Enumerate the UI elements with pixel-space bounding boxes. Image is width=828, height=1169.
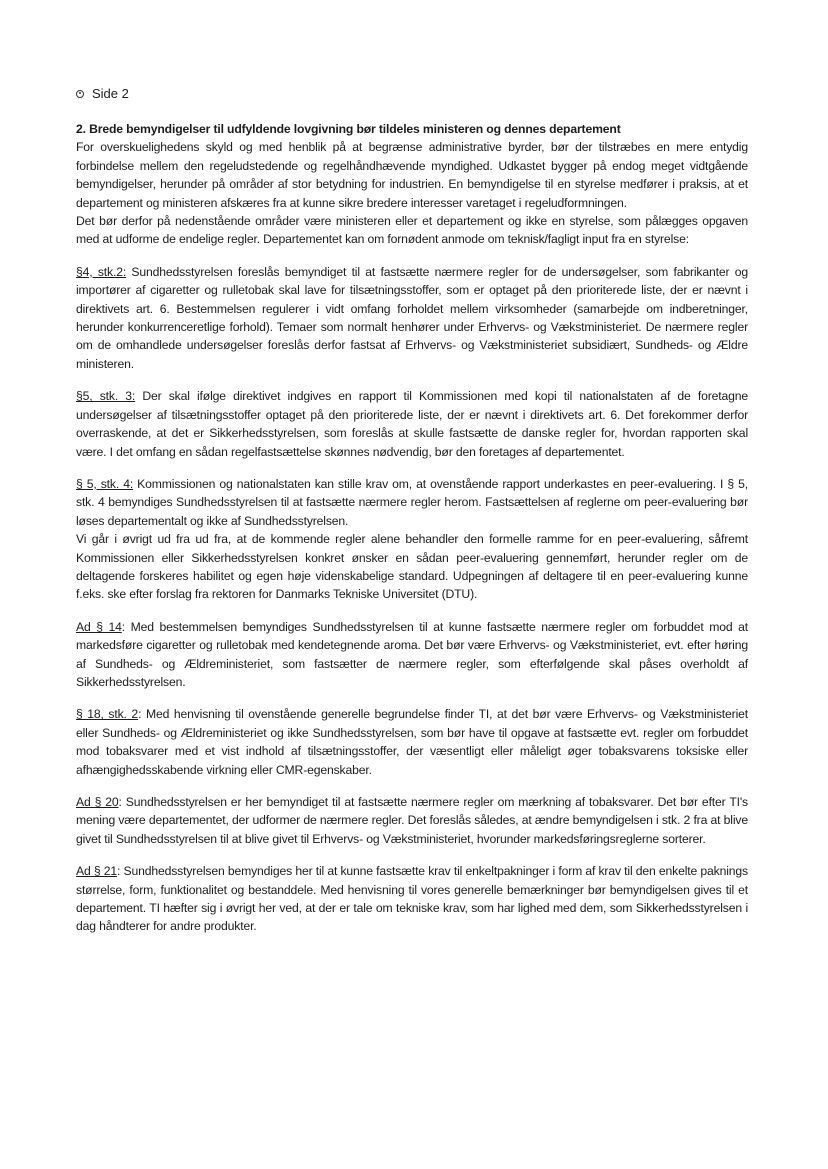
provision-paragraph: Vi går i øvrigt ud fra ud fra, at de kommende regler alene behandler den formelle ramme for en peer-evaluering, såfremt Kommissionen eller Sikkerhedsstyrelsen konkret ønsker en sådan peer-evaluering gennemført, herunder regler om de deltagende forskeres habilitet og egen høje videnskabelige standard. Udpegningen af deltagere til en peer-evaluering kunne f.eks. ske efter forslag fra rektoren for Danmarks Tekniske Universitet (DTU).	[76, 532, 748, 602]
provision-reference: Ad § 14	[76, 619, 122, 634]
provision-reference: § 18, stk. 2	[76, 707, 139, 722]
provision-reference: § 5, stk. 4:	[76, 476, 134, 491]
provision-text: : Med bestemmelsen bemyndiges Sundhedsstyrelsen til at kunne fastsætte nærmere regler om forbuddet mod at markedsføre cigaretter og rulletobak med kendetegnende aroma. Det bør være Erhvervs- og Vækstministeriet, evt. efter høring af Sundheds- og Ældreministeriet, som fastsætter de nærmere regler, som efterfølgende skal påses overholdt af Sikkerhedsstyrelsen.	[76, 619, 748, 689]
intro-paragraph: For overskuelighedens skyld og med henblik på at begrænse administrative byrder, bør der tilstræbes en mere entydig forbindelse mellem den regeludstedende og regelhåndhævende myndighed. Udkastet bygger på endog meget vidtgående bemyndigelser, herunder på områder af stor betydning for industrien. En bemyndigelse til en styrelse medfører i praksis, at et departement og ministeren afskæres fra at kunne sikre bredere interesser varetaget i regeludformningen.	[76, 140, 748, 210]
section-heading: 2. Brede bemyndigelser til udfyldende lovgivning bør tildeles ministeren og dennes departement	[76, 122, 621, 136]
bullet-icon	[76, 90, 84, 98]
provision-paragraph	[76, 618, 748, 692]
page-marker-label: Side 2	[92, 86, 129, 101]
intro-paragraph: Det bør derfor på nedenstående områder være ministeren eller et departement og ikke en styrelse, som pålægges opgaven med at udforme de endelige regler. Departementet kan om fornødent anmode om teknisk/fagligt input fra en styrelse:	[76, 214, 748, 247]
provision-text: Sundhedsstyrelsen foreslås bemyndiget til at fastsætte nærmere regler for de undersøgelser, som fabrikanter og importører af cigaretter og rulletobak skal lave for tilsætningsstoffer, som er optaget på den prioriterede liste, der er nævnt i direktivets art. 6. Bestemmelsen regulerer i vidt omfang forholdet mellem virksomheder (samarbejde om indberetninger, herunder konkurrenceretlige forhold). Temaer som normalt henhører under Erhvervs- og Vækstministeriet. De nærmere regler om de omhandlede undersøgelser foreslås derfor fastsat af Erhvervs- og Vækstministeriet subsidiært, Sundheds- og Ældre ministeren.	[76, 264, 748, 371]
provision-paragraph	[76, 862, 748, 936]
provision-paragraph	[76, 475, 748, 530]
provision-text: : Sundhedsstyrelsen er her bemyndiget til at fastsætte nærmere regler om mærkning af tobaksvarer. Det bør efter TI's mening være departementet, der udformer de nærmere regler. Det foreslås således, at ændre bemyndigelsen i stk. 2 fra at blive givet til Sundhedsstyrelsen til at blive givet til Erhvervs- og Vækstministeriet, hvorunder markedsføringsreglerne sorterer.	[76, 795, 748, 846]
provision-paragraph	[76, 263, 748, 373]
provision-reference: Ad § 20	[76, 795, 119, 809]
provision-text: : Sundhedsstyrelsen bemyndiges her til at kunne fastsætte krav til enkeltpakninger i form af krav til den enkelte paknings størrelse, form, funktionalitet og bestanddele. Med henvisning til vores generelle bemærkninger bør bemyndigelsen gives til et departement. TI hæfter sig i øvrigt her ved, at der er tale om tekniske krav, som har lighed med dem, som Sikkerhedsstyrelsen i dag håndterer for andre produkter.	[76, 864, 748, 934]
provision-paragraph	[76, 387, 748, 461]
provision-paragraph	[76, 793, 748, 848]
page-marker	[76, 86, 129, 101]
document-body	[76, 120, 748, 936]
provision-paragraph	[76, 705, 748, 779]
provision-text: Der skal ifølge direktivet indgives en rapport til Kommissionen med kopi til nationalstaten af de foretagne undersøgelser af tilsætningsstoffer optaget på den prioriterede liste, der er nævnt i direktivets art. 6. Det forekommer derfor overraskende, at det er Sikkerhedsstyrelsen, som foreslås at skulle fastsætte de danske regler for, hvordan rapporten skal være. I det omfang en sådan regelfastsættelse skønnes nødvendig, bør den foretages af departementet.	[76, 389, 748, 459]
provision-reference: §5, stk. 3:	[76, 389, 136, 404]
provision-reference: §4, stk.2:	[76, 264, 127, 279]
provision-reference: Ad § 21	[76, 864, 117, 879]
provision-text: Kommissionen og nationalstaten kan stille krav om, at ovenstående rapport underkastes en peer-evaluering. I § 5, stk. 4 bemyndiges Sundhedsstyrelsen til at fastsætte nærmere regler herom. Fastsættelsen af reglerne om peer-evaluering bør løses departementalt og ikke af Sundhedsstyrelsen.	[76, 476, 748, 528]
provision-text: : Med henvisning til ovenstående generelle begrundelse finder TI, at det bør være Erhvervs- og Vækstministeriet eller Sundheds- og Ældreministeriet og ikke Sundhedsstyrelsen, som bør have til opgave at fastsætte evt. regler om forbuddet mod tobaksvarer med et vist indhold af tilsætningsstoffer, der væsentligt eller måleligt øger tobaksvarens toksiske eller afhængighedsskabende virkning eller CMR-egenskaber.	[76, 707, 748, 777]
